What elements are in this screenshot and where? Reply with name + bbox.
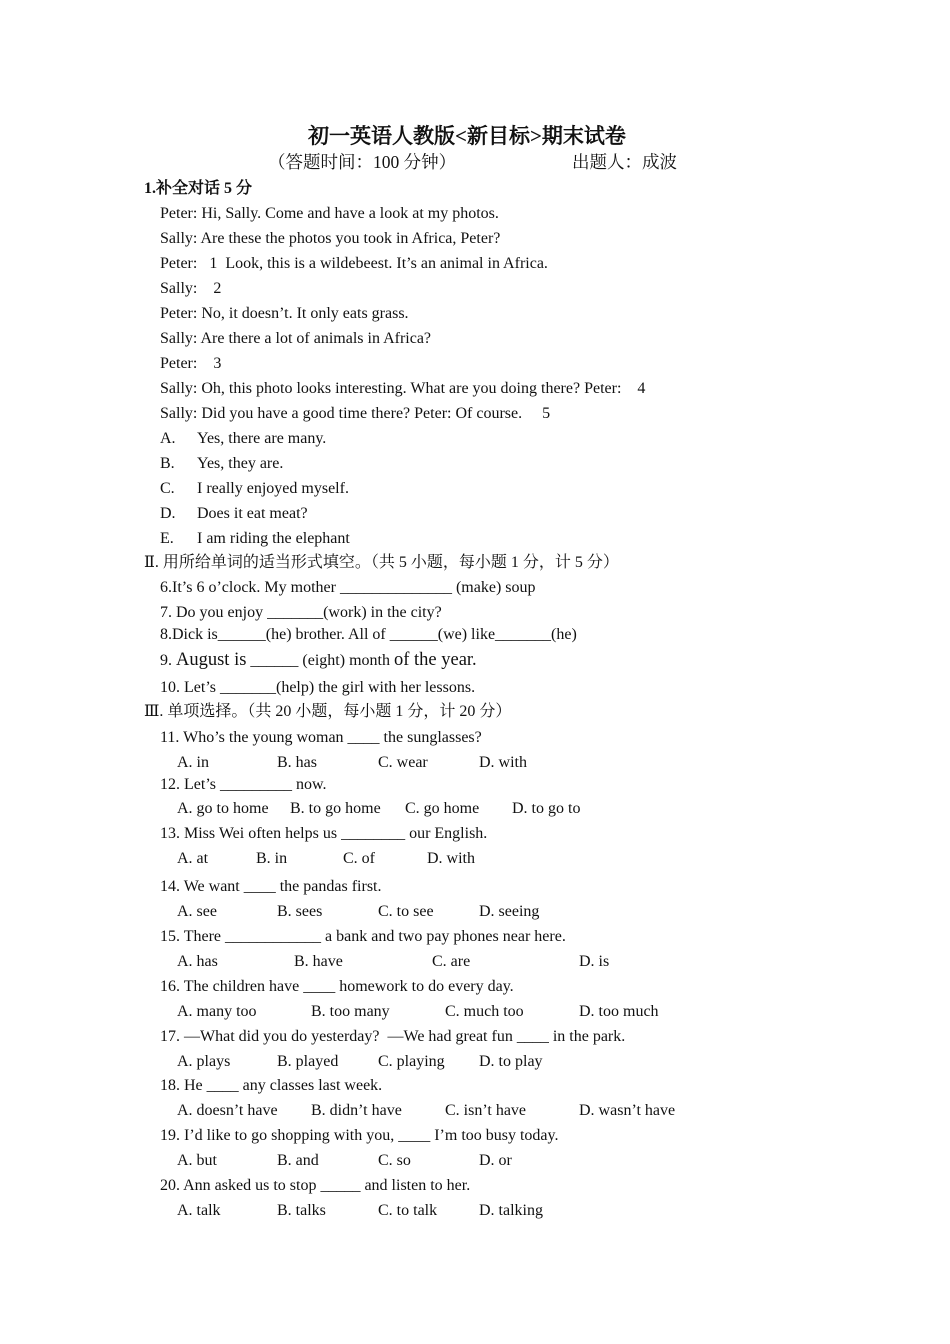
option: C. so [378,1152,411,1169]
option: D. seeing [479,903,540,920]
option: B. sees [277,903,323,920]
option-letter: C. [160,480,175,497]
option: B. in [256,850,288,867]
question-20: 20. Ann asked us to stop _____ and listen to her. [160,1177,471,1194]
question-7: 7. Do you enjoy _______(work) in the city? [160,604,442,621]
question-6: 6.It’s 6 o’clock. My mother ______________ (make) soup [160,579,536,596]
option: C. to see [378,903,434,920]
dialogue-line: Sally: Oh, this photo looks interesting. What are you doing there? Peter: 4 [160,380,646,397]
q9-part: August is [176,650,247,670]
q9-part: of the year. [393,650,477,670]
author: 出题人：成波 [572,152,677,172]
option: D. with [427,850,475,867]
option: A. many too [177,1003,257,1020]
question-17: 17. —What did you do yesterday? —We had great fun ____ in the park. [160,1028,626,1045]
option: D. to go to [512,800,581,817]
dialogue-line: Sally: 2 [160,280,222,297]
dialogue-line: Sally: Are there a lot of animals in Africa? [160,330,432,347]
option-letter: A. [160,430,176,447]
section1-heading: 1.补全对话 5 分 [144,180,253,197]
question-18: 18. He ____ any classes last week. [160,1077,383,1094]
question-13: 13. Miss Wei often helps us ________ our English. [160,825,488,842]
dialogue-line: Peter: 1 Look, this is a wildebeest. It’s an animal in Africa. [160,255,548,272]
option: A. plays [177,1053,231,1070]
time-note: （答题时间：100 分钟） [268,152,457,172]
option: D. to play [479,1053,543,1070]
option-letter: B. [160,455,175,472]
option-text: Yes, they are. [197,455,284,472]
option-text: I am riding the elephant [197,530,350,547]
question-11: 11. Who’s the young woman ____ the sunglasses? [160,729,482,746]
option: A. see [177,903,217,920]
option: B. and [277,1152,319,1169]
question-14: 14. We want ____ the pandas first. [160,878,382,895]
option: A. in [177,754,209,771]
option: B. too many [311,1003,390,1020]
question-10: 10. Let’s _______(help) the girl with her lessons. [160,679,476,696]
option: A. has [177,953,218,970]
question-8: 8.Dick is______(he) brother. All of ______(we) like_______(he) [160,626,577,643]
option: C. playing [378,1053,445,1070]
option-text: Yes, there are many. [197,430,327,447]
question-12: 12. Let’s _________ now. [160,776,327,793]
option: A. talk [177,1202,221,1219]
option: A. doesn’t have [177,1102,278,1119]
option: B. talks [277,1202,326,1219]
option: C. go home [405,800,480,817]
dialogue-line: Peter: 3 [160,355,222,372]
question-15: 15. There ____________ a bank and two pay phones near here. [160,928,566,945]
option: D. is [579,953,610,970]
option: D. talking [479,1202,543,1219]
option: B. to go home [290,800,381,817]
question-16: 16. The children have ____ homework to do every day. [160,978,514,995]
question-9 [160,650,477,671]
section2-heading: Ⅱ. 用所给单词的适当形式填空。（共 5 小题，每小题 1 分，计 5 分） [144,554,619,571]
option: A. go to home [177,800,269,817]
option: A. but [177,1152,217,1169]
dialogue-line: Sally: Did you have a good time there? Peter: Of course. 5 [160,405,551,422]
option-letter: D. [160,505,176,522]
dialogue-line: Peter: No, it doesn’t. It only eats grass. [160,305,409,322]
option: A. at [177,850,209,867]
option: D. wasn’t have [579,1102,676,1119]
option: B. played [277,1053,339,1070]
option: C. to talk [378,1202,438,1219]
dialogue-line: Sally: Are these the photos you took in Africa, Peter? [160,230,501,247]
option: B. has [277,754,317,771]
option: D. too much [579,1003,659,1020]
page-title: 初一英语人教版<新目标>期末试卷 [308,124,626,148]
option: C. much too [445,1003,524,1020]
option: B. didn’t have [311,1102,402,1119]
option: D. with [479,754,527,771]
option: B. have [294,953,343,970]
q9-number: 9. [160,652,172,669]
option-text: I really enjoyed myself. [197,480,349,497]
q9-part: ______ (eight) month [250,652,390,669]
option: C. wear [378,754,428,771]
option: C. are [432,953,471,970]
option: D. or [479,1152,512,1169]
option-text: Does it eat meat? [197,505,308,522]
option: C. isn’t have [445,1102,527,1119]
question-19: 19. I’d like to go shopping with you, ____ I’m too busy today. [160,1127,559,1144]
dialogue-line: Peter: Hi, Sally. Come and have a look at my photos. [160,205,499,222]
option: C. of [343,850,375,867]
option-letter: E. [160,530,174,547]
section3-heading: Ⅲ. 单项选择。（共 20 小题，每小题 1 分，计 20 分） [144,703,512,720]
